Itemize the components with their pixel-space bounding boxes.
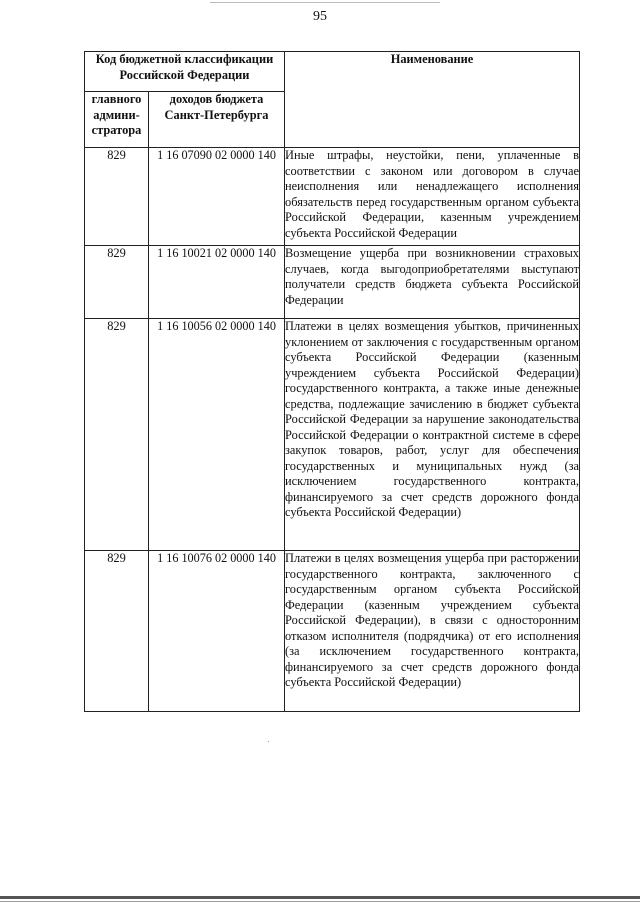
header-bk-code: Код бюджетной классификации Российской Федерации xyxy=(85,52,285,92)
scan-bottom-rule xyxy=(0,896,640,899)
table-row xyxy=(85,551,580,712)
table-row xyxy=(85,246,580,319)
revenue-code-cell: 1 16 10076 02 0000 140 xyxy=(149,551,285,712)
scan-bottom-rule xyxy=(0,901,640,902)
revenue-name-cell: Возмещение ущерба при возникновении страховых случаев, когда выгодоприобретателями выступают получатели средств бюджета субъекта Российской Федерации xyxy=(285,246,580,319)
table-row xyxy=(85,148,580,246)
admin-code-cell: 829 xyxy=(85,551,149,712)
table-row xyxy=(85,319,580,551)
budget-classification-table xyxy=(84,51,580,712)
page-number: 95 xyxy=(313,9,327,24)
revenue-code-cell: 1 16 10056 02 0000 140 xyxy=(149,319,285,551)
revenue-name-cell: Иные штрафы, неустойки, пени, уплаченные в соответствии с законом или договором в случае неисполнения или ненадлежащего исполнения обязательств перед государственным органом субъекта Российской Федерации, казенным учреждением субъекта Российской Федерации xyxy=(285,148,580,246)
admin-code-cell: 829 xyxy=(85,148,149,246)
revenue-code-cell: 1 16 07090 02 0000 140 xyxy=(149,148,285,246)
revenue-code-cell: 1 16 10021 02 0000 140 xyxy=(149,246,285,319)
revenue-name-cell: Платежи в целях возмещения убытков, причиненных уклонением от заключения с государственным органом субъекта Российской Федерации (казенным учреждением субъекта Российской Федерации) государственного контракта, а также иные денежные средства, подлежащие зачислению в бюджет субъекта Российской Федерации за нарушение законодательства Российской Федерации о контрактной системе в сфере закупок товаров, работ, услуг для обеспечения государственных и муниципальных нужд (за исключением государственного контракта, финансируемого за счет средств дорожного фонда субъекта Российской Федерации) xyxy=(285,319,580,551)
header-chief-admin: главного админи-стратора xyxy=(85,92,149,148)
header-revenue: доходов бюджета Санкт-Петербурга xyxy=(149,92,285,148)
scan-speck xyxy=(268,741,269,742)
scan-top-rule xyxy=(210,2,440,3)
revenue-name-cell: Платежи в целях возмещения ущерба при расторжении государственного контракта, заключенного с государственным органом субъекта Российской Федерации (казенным учреждением субъекта Российской Федерации), в связи с односторонним отказом исполнителя (подрядчика) от его исполнения (за исключением государственного контракта, финансируемого за счет средств дорожного фонда субъекта Российской Федерации) xyxy=(285,551,580,712)
admin-code-cell: 829 xyxy=(85,319,149,551)
header-name: Наименование xyxy=(285,52,580,148)
admin-code-cell: 829 xyxy=(85,246,149,319)
